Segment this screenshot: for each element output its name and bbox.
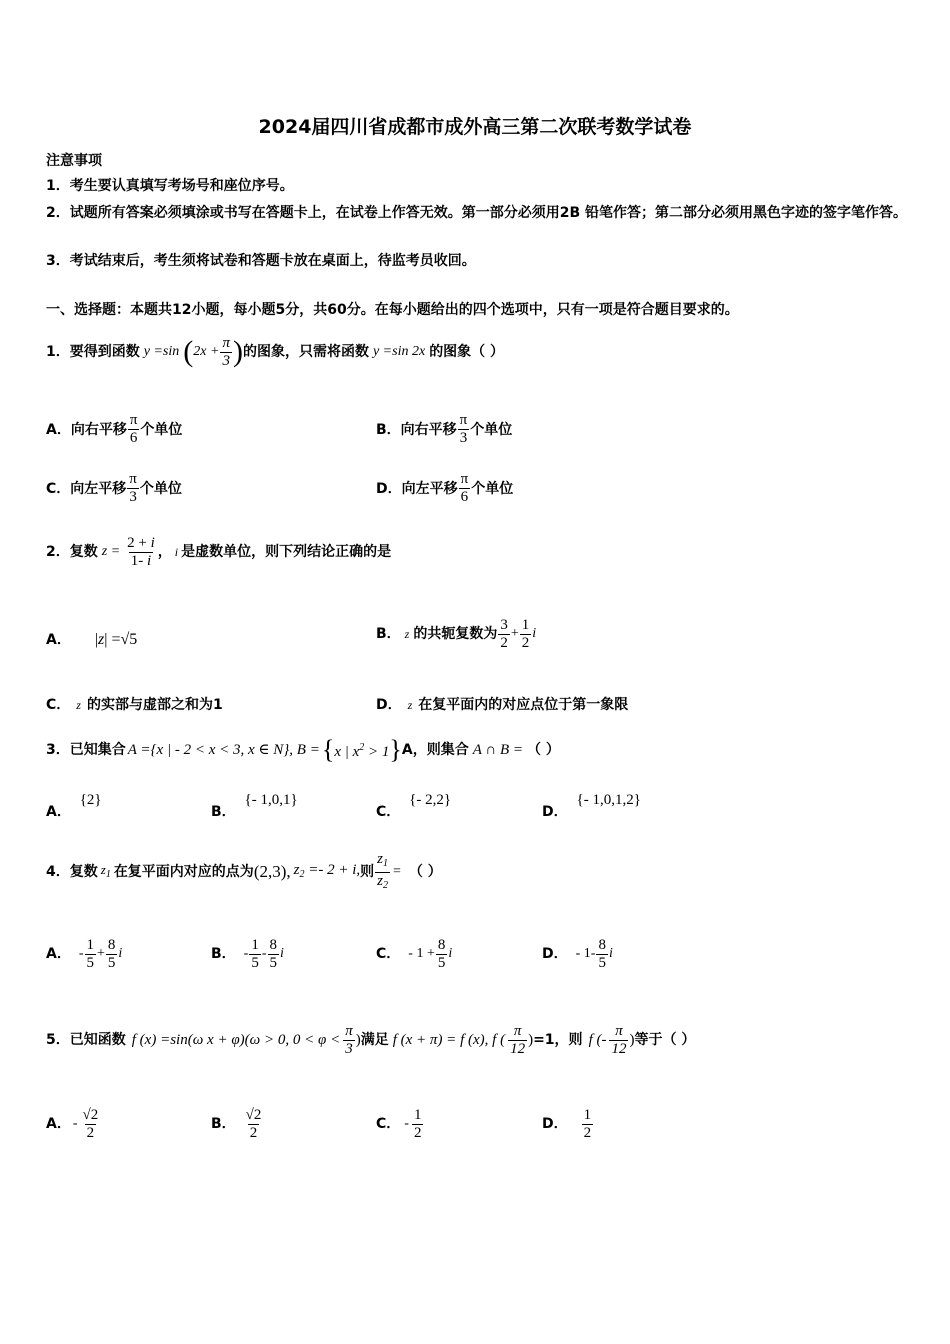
q5-option-a: A． - $\frac{√2}{2}$ <box>46 1106 99 1141</box>
question-1: 1．要得到函数 y =sin ( 2x + $\frac{\pi}{3}$ ) 的图象，只需将函数 y =sin 2x 的图象（ ） <box>46 334 505 369</box>
q5-option-d: D． $\frac{1}{2}$ <box>542 1106 592 1141</box>
question-2: 2．复数 z = $\frac{2 + i}{1- i}$ ， i 是虚数单位，则下列结论正确的是 <box>46 534 392 569</box>
question-3: 3．已知集合 A ={x | - 2 < x < 3, x ∈ N}, B = { x | $x^2 > 1$ } A，则集合 A ∩ B = （ ） <box>46 735 560 764</box>
note-item: 1．考生要认真填写考场号和座位序号。 <box>46 178 294 194</box>
q4-option-b: B． - $\frac{1}{5}$ - $\frac{8}{5}$ i <box>211 936 284 971</box>
q2-option-d: D． z 在复平面内的对应点位于第一象限 <box>376 697 629 713</box>
q4-option-a: A． - $\frac{1}{5}$ + $\frac{8}{5}$ i <box>46 936 123 971</box>
q2-option-a: A． |z| =√5 <box>46 631 138 648</box>
q1-text: 的图象（ ） <box>429 344 505 360</box>
note-item: 2．试题所有答案必须填涂或书写在答题卡上，在试卷上作答无效。第一部分必须用2B 铅笔作答；第二部分必须用黑色字迹的签字笔作答。 <box>46 205 908 221</box>
q4-option-d: D． - 1- $\frac{8}{5}$ i <box>542 936 613 971</box>
q1-text: 的图象，只需将函数 <box>242 344 369 360</box>
note-item: 3．考试结束后，考生须将试卷和答题卡放在桌面上，待监考员收回。 <box>46 253 476 269</box>
q5-option-b: B． $\frac{√2}{2}$ <box>211 1106 262 1141</box>
q1-option-d: D．向左平移 $\frac{\pi}{6}$ 个单位 <box>376 471 514 505</box>
q3-option-c: C． {- 2,2} <box>376 792 452 820</box>
q5-option-c: C． - $\frac{1}{2}$ <box>376 1106 422 1141</box>
q1-text: 1．要得到函数 <box>46 344 140 360</box>
question-5: 5．已知函数 f (x) =sin(ω x + φ)(ω > 0, 0 < φ < $\frac{\pi}{3}$ ) 满足 f (x + π) = f (x), f ( $\frac{\pi}{12}$ ) =1，则 f (- $\frac{\pi}{12}$ ) 等于（ ） <box>46 1022 696 1057</box>
page-title: 2024届四川省成都市成外高三第二次联考数学试卷 <box>258 116 692 138</box>
q1-option-b: B．向右平移 $\frac{\pi}{3}$ 个单位 <box>376 412 513 446</box>
q2-option-b: B． z 的共轭复数为 $\frac{3}{2}$ + $\frac{1}{2}$ i <box>376 616 537 651</box>
notes-heading: 注意事项 <box>46 153 102 169</box>
question-4: 4．复数 $z_1$ 在复平面内对应的点为 (2,3), $z_2 =- 2 + i$, 则 $\frac{z_1}{z_2}$ = （ ） <box>46 850 442 894</box>
q2-option-c: C． z 的实部与虚部之和为1 <box>46 697 223 713</box>
q1-option-c: C．向左平移 $\frac{\pi}{3}$ 个单位 <box>46 471 182 505</box>
q1-option-a: A．向右平移 $\frac{\pi}{6}$ 个单位 <box>46 412 183 446</box>
section-heading: 一、选择题：本题共12小题，每小题5分，共60分。在每小题给出的四个选项中，只有一项是符合题目要求的。 <box>46 302 739 318</box>
q3-option-d: D． {- 1,0,1,2} <box>542 792 641 820</box>
q3-option-b: B． {- 1,0,1} <box>211 792 298 820</box>
q3-option-a: A． {2} <box>46 792 102 820</box>
q4-option-c: C． - 1 + $\frac{8}{5}$ i <box>376 936 453 971</box>
